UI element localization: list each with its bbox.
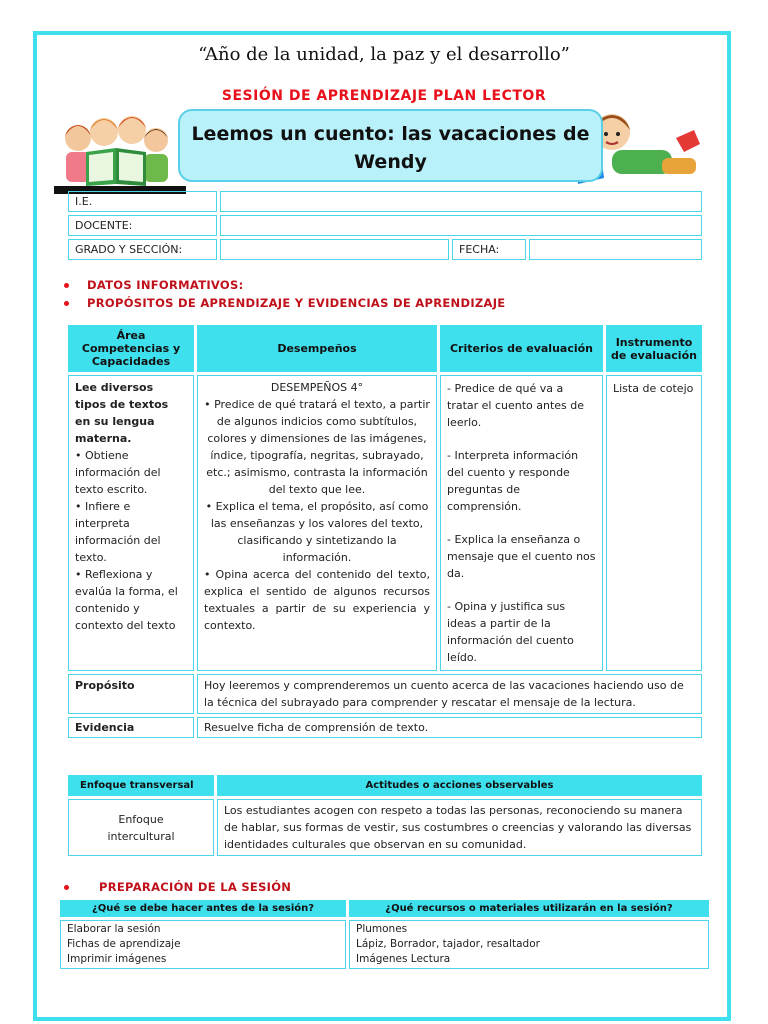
lesson-title-banner — [178, 109, 603, 182]
section-preparacion — [64, 880, 291, 894]
enfoque-table — [65, 772, 705, 859]
evidencia-label: Evidencia — [68, 717, 194, 738]
header-recursos: ¿Qué recursos o materiales utilizarán en la sesión? — [349, 900, 709, 917]
desempeno-1: • Predice de qué tratará el texto, a partir de algunos indicios como subtítulos, colores y dimensiones de las imágenes, índice, tipografía, negritas, subrayado, etc.; asimismo, contrasta la información del texto que lee. — [204, 398, 430, 496]
docente-field[interactable] — [220, 215, 702, 236]
recurso-item: Lápiz, Borrador, tajador, resaltador — [356, 938, 540, 950]
instrumento-cell: Lista de cotejo — [606, 375, 702, 671]
session-title: SESIÓN DE APRENDIZAJE PLAN LECTOR — [221, 88, 547, 104]
header-area: Área Competencias y Capacidades — [68, 325, 194, 372]
criterio-4: - Opina y justifica sus ideas a partir de la información del cuento leído. — [447, 600, 574, 664]
competencia: Lee diversos tipos de textos en su lengua materna. — [75, 381, 169, 445]
recurso-item: Plumones — [356, 923, 408, 935]
section-datos — [64, 278, 243, 292]
header-actitudes: Actitudes o acciones observables — [217, 775, 702, 796]
header-enfoque: Enfoque transversal — [68, 775, 214, 796]
bullet-icon — [64, 885, 69, 890]
criterios-cell — [440, 375, 603, 671]
section-datos-label: DATOS INFORMATIVOS: — [87, 278, 244, 292]
antes-cell — [60, 920, 346, 969]
lesson-title: Leemos un cuento: las vacaciones de Wendy — [191, 123, 590, 173]
desempeno-2: • Explica el tema, el propósito, así como las enseñanzas y los valores del texto, clasificando y sintetizando la información. — [205, 500, 429, 564]
docente-label: DOCENTE: — [68, 215, 217, 236]
motto: “Año de la unidad, la paz y el desarrollo” — [198, 44, 570, 65]
criterio-2: - Interpreta información del cuento y responde preguntas de comprensión. — [447, 449, 579, 513]
header-desempenos: Desempeños — [197, 325, 437, 372]
desempenos-cell — [197, 375, 437, 671]
actitudes-cell: Los estudiantes acogen con respeto a todas las personas, reconociendo su manera de hablar, sus formas de vestir, sus costumbres o creencias y valorando las diversas identidades culturales que observan en su comunidad. — [217, 799, 702, 856]
preparacion-table — [57, 897, 712, 972]
antes-item: Fichas de aprendizaje — [67, 938, 181, 950]
evidencia-text: Resuelve ficha de comprensión de texto. — [197, 717, 702, 738]
ie-field[interactable] — [220, 191, 702, 212]
desempeno-3: • Opina acerca del contenido del texto, explica el sentido de algunos recursos textuales a partir de su experiencia y contexto. — [204, 568, 430, 632]
bullet-icon — [64, 283, 69, 288]
competencias-cell — [68, 375, 194, 671]
fecha-field[interactable] — [529, 239, 702, 260]
recursos-cell — [349, 920, 709, 969]
kids-reading-illustration — [58, 108, 176, 188]
desempenos-title: DESEMPEÑOS 4° — [270, 381, 364, 394]
enfoque-cell: Enfoque intercultural — [68, 799, 214, 856]
header-antes: ¿Qué se debe hacer antes de la sesión? — [60, 900, 346, 917]
header-criterios: Criterios de evaluación — [440, 325, 603, 372]
capacidad-1: • Obtiene información del texto escrito. — [75, 449, 161, 496]
section-propositos — [64, 296, 505, 310]
section-preparacion-label: PREPARACIÓN DE LA SESIÓN — [99, 880, 292, 894]
grado-field[interactable] — [220, 239, 449, 260]
bullet-icon — [64, 301, 69, 306]
section-propositos-label: PROPÓSITOS DE APRENDIZAJE Y EVIDENCIAS DE APRENDIZAJE — [87, 296, 506, 310]
criterio-3: - Explica la enseñanza o mensaje que el cuento nos da. — [447, 533, 596, 580]
capacidad-2: • Infiere e interpreta información del texto. — [75, 500, 161, 564]
capacidad-3: • Reflexiona y evalúa la forma, el contenido y contexto del texto — [75, 568, 178, 632]
criterio-1: - Predice de qué va a tratar el cuento antes de leerlo. — [447, 382, 585, 429]
grado-label: GRADO Y SECCIÓN: — [68, 239, 217, 260]
recurso-item: Imágenes Lectura — [356, 953, 451, 965]
proposito-text: Hoy leeremos y comprenderemos un cuento acerca de las vacaciones haciendo uso de la técnica del subrayado para comprender y rescatar el mensaje de la lectura. — [197, 674, 702, 714]
proposito-label: Propósito — [68, 674, 194, 714]
info-table — [65, 188, 705, 263]
header-instrumento: Instrumento de evaluación — [606, 325, 702, 372]
learning-purposes-table — [65, 322, 705, 741]
antes-item: Imprimir imágenes — [67, 953, 167, 965]
fecha-label: FECHA: — [452, 239, 526, 260]
ie-label: I.E. — [68, 191, 217, 212]
antes-item: Elaborar la sesión — [67, 923, 161, 935]
